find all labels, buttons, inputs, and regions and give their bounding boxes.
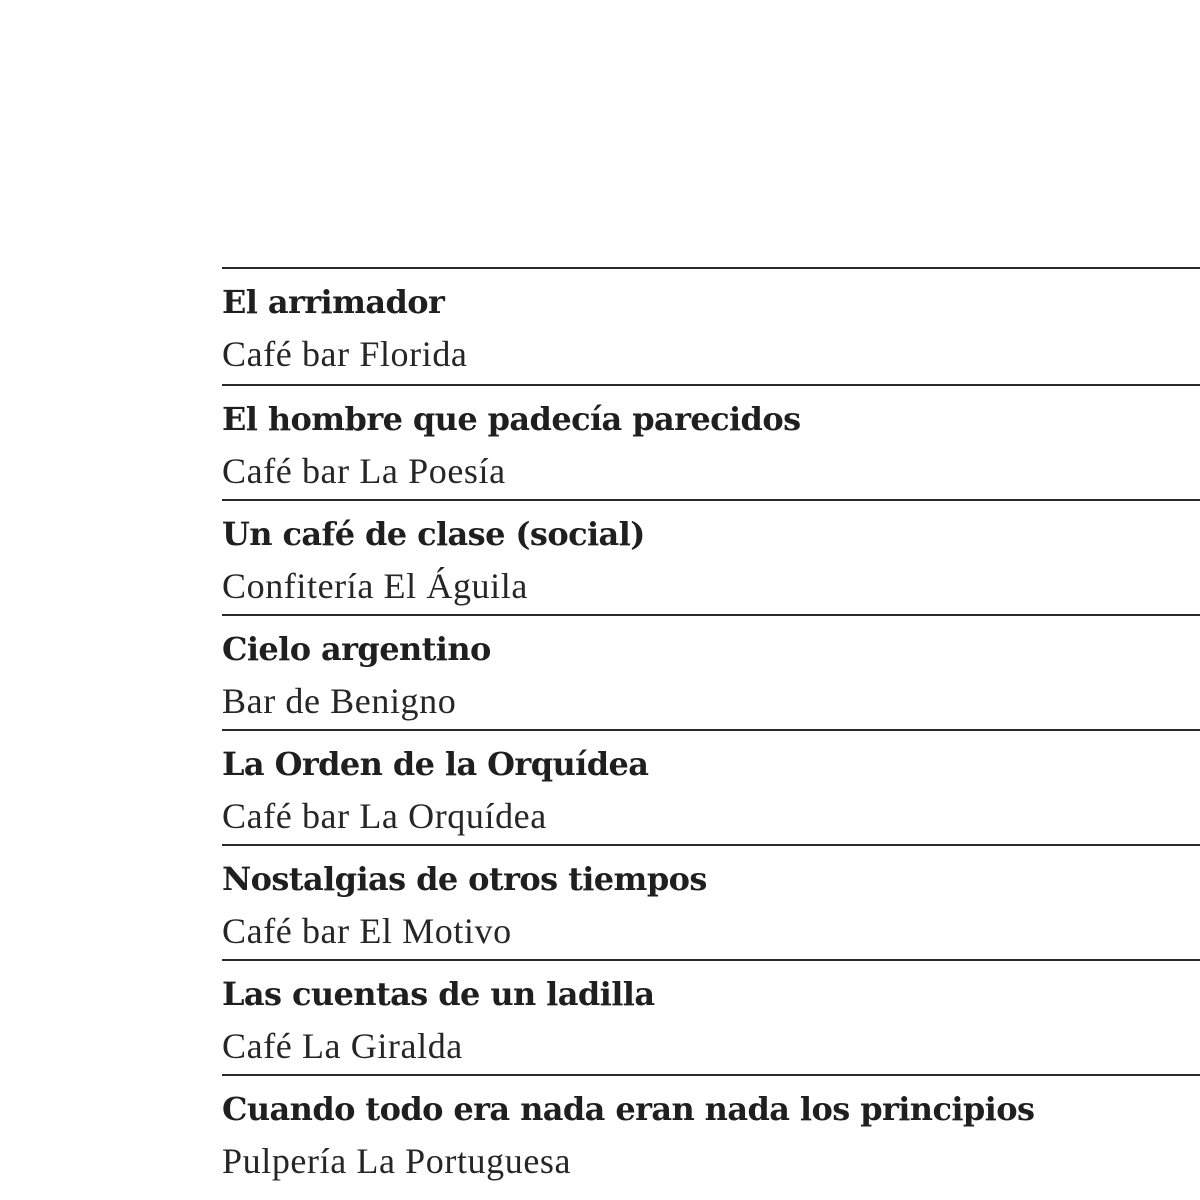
entry-venue: Bar de Benigno (222, 681, 457, 721)
entry-title: Nostalgias de otros tiempos (222, 860, 707, 898)
entry-venue: Confitería El Águila (222, 566, 528, 606)
entry-venue: Café bar La Orquídea (222, 796, 547, 836)
entry-title: Cielo argentino (222, 630, 491, 668)
toc-entry (222, 844, 1200, 959)
entry-venue: Café bar La Poesía (222, 451, 506, 491)
toc-entry (222, 267, 1200, 384)
table-of-contents (222, 267, 1200, 1189)
toc-entry (222, 384, 1200, 499)
entry-title: Cuando todo era nada eran nada los principios (222, 1090, 1035, 1128)
entry-venue: Pulpería La Portuguesa (222, 1141, 572, 1181)
entry-venue: Café bar El Motivo (222, 911, 512, 951)
toc-entry (222, 729, 1200, 844)
entry-venue: Café La Giralda (222, 1026, 463, 1066)
entry-title: El hombre que padecía parecidos (222, 400, 801, 438)
entry-title: Las cuentas de un ladilla (222, 975, 655, 1013)
entry-venue: Café bar Florida (222, 334, 468, 374)
entry-title: La Orden de la Orquídea (222, 745, 649, 783)
toc-entry (222, 614, 1200, 729)
toc-entry (222, 499, 1200, 614)
toc-entry (222, 1074, 1200, 1189)
entry-title: Un café de clase (social) (222, 515, 645, 553)
toc-entry (222, 959, 1200, 1074)
entry-title: El arrimador (222, 283, 445, 321)
